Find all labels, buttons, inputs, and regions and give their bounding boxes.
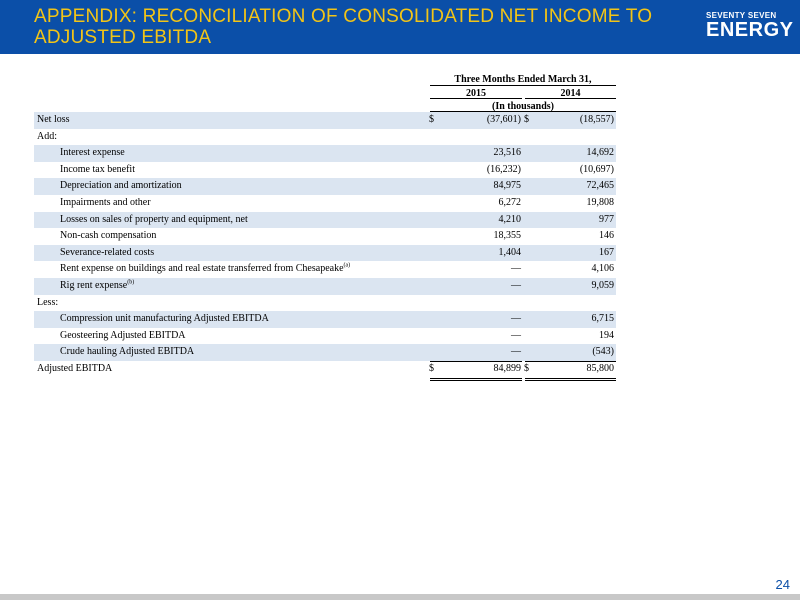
value-2015: 18,355 <box>493 230 521 242</box>
row-label <box>37 131 57 142</box>
column-header-2015: 2015 <box>466 88 486 99</box>
table-row <box>34 212 616 229</box>
logo-bottom-text: ENERGY <box>706 19 794 41</box>
value-2014: 6,715 <box>591 313 614 325</box>
value-2015: 84,975 <box>493 180 521 192</box>
row-label <box>60 313 269 324</box>
table-row <box>34 311 616 328</box>
row-label-text: Rig rent expense <box>60 279 128 291</box>
row-label <box>60 214 248 225</box>
row-label <box>60 164 135 175</box>
value-2014: 19,808 <box>586 196 614 208</box>
row-label <box>37 297 58 308</box>
table-row <box>34 112 616 129</box>
row-label <box>60 247 154 258</box>
value-2014: 194 <box>599 329 614 341</box>
table-row <box>34 162 616 179</box>
value-2015: 23,516 <box>493 147 521 159</box>
currency-symbol: $ <box>429 114 434 125</box>
row-label-text: Compression unit manufacturing Adjusted EBITDA <box>60 313 269 325</box>
value-2015: — <box>511 279 521 291</box>
total-double-rule-2014 <box>525 378 616 381</box>
footnote-marker: (b) <box>127 279 135 286</box>
row-label <box>37 114 70 125</box>
page-number: 24 <box>775 577 790 592</box>
row-label <box>37 363 112 374</box>
row-label-text: Add: <box>37 130 57 142</box>
value-2014: 4,106 <box>591 263 614 275</box>
row-label-text: Adjusted EBITDA <box>37 362 113 374</box>
period-header: Three Months Ended March 31, <box>454 74 592 85</box>
value-2015: (16,232) <box>486 163 521 175</box>
table-row <box>34 245 616 262</box>
total-double-rule-2015 <box>430 378 522 381</box>
row-label-text: Severance-related costs <box>60 246 155 258</box>
header-bar <box>0 0 800 54</box>
value-2015: 84,899 <box>493 362 521 374</box>
table-row <box>34 328 616 345</box>
row-label <box>60 280 134 291</box>
row-label <box>60 330 186 341</box>
footer-bar <box>0 594 800 600</box>
value-2014: 9,059 <box>591 279 614 291</box>
value-2015: (37,601) <box>486 114 521 125</box>
row-label-text: Less: <box>37 296 59 308</box>
period-header-rule <box>430 85 616 86</box>
value-2015: 1,404 <box>498 246 521 258</box>
table-row <box>34 178 616 195</box>
row-label <box>60 230 156 241</box>
table-row <box>34 295 616 312</box>
row-label-text: Non-cash compensation <box>60 230 157 242</box>
row-label-text: Impairments and other <box>60 196 151 208</box>
currency-symbol: $ <box>524 362 529 374</box>
currency-symbol: $ <box>524 114 529 125</box>
value-2014: 14,692 <box>586 147 614 159</box>
table-row <box>34 344 616 361</box>
column-2015-rule <box>430 98 522 99</box>
value-2014: 72,465 <box>586 180 614 192</box>
row-label-text: Geosteering Adjusted EBITDA <box>60 329 186 341</box>
value-2015: — <box>511 346 521 358</box>
value-2014: (18,557) <box>579 114 614 125</box>
value-2015: — <box>511 313 521 325</box>
value-2014: 167 <box>599 246 614 258</box>
reconciliation-table <box>34 112 616 378</box>
column-2014-rule <box>525 98 616 99</box>
logo-top-text: SEVENTY SEVEN <box>706 11 777 20</box>
table-row <box>34 228 616 245</box>
value-2015: 6,272 <box>498 196 521 208</box>
row-label-text: Rent expense on buildings and real estate transferred from Chesapeake <box>60 263 344 275</box>
row-label <box>60 346 194 357</box>
row-label-text: Crude hauling Adjusted EBITDA <box>60 346 195 358</box>
row-label <box>60 197 151 208</box>
company-logo <box>706 11 794 45</box>
value-2014: 977 <box>599 213 614 225</box>
currency-symbol: $ <box>429 362 434 374</box>
table-row <box>34 278 616 295</box>
row-label-text: Losses on sales of property and equipment, net <box>60 213 248 225</box>
table-row <box>34 261 616 278</box>
table-row <box>34 361 616 378</box>
value-2014: (543) <box>592 346 614 358</box>
value-2015: — <box>511 263 521 275</box>
value-2014: (10,697) <box>579 163 614 175</box>
table-row <box>34 129 616 146</box>
row-label-text: Net loss <box>37 114 70 125</box>
row-label <box>60 180 182 191</box>
value-2014: 146 <box>599 230 614 242</box>
row-label-text: Interest expense <box>60 147 125 159</box>
footnote-marker: (a) <box>343 263 351 270</box>
slide-title: APPENDIX: RECONCILIATION OF CONSOLIDATED NET INCOME TO ADJUSTED EBITDA <box>34 6 653 48</box>
value-2014: 85,800 <box>586 362 614 374</box>
row-label <box>60 147 125 158</box>
table-row <box>34 195 616 212</box>
row-label <box>60 263 350 274</box>
column-header-2014: 2014 <box>560 88 581 99</box>
row-label-text: Income tax benefit <box>60 163 135 175</box>
row-label-text: Depreciation and amortization <box>60 180 182 192</box>
table-row <box>34 145 616 162</box>
value-2015: 4,210 <box>498 213 521 225</box>
value-2015: — <box>511 329 521 341</box>
units-label: (In thousands) <box>492 101 554 112</box>
